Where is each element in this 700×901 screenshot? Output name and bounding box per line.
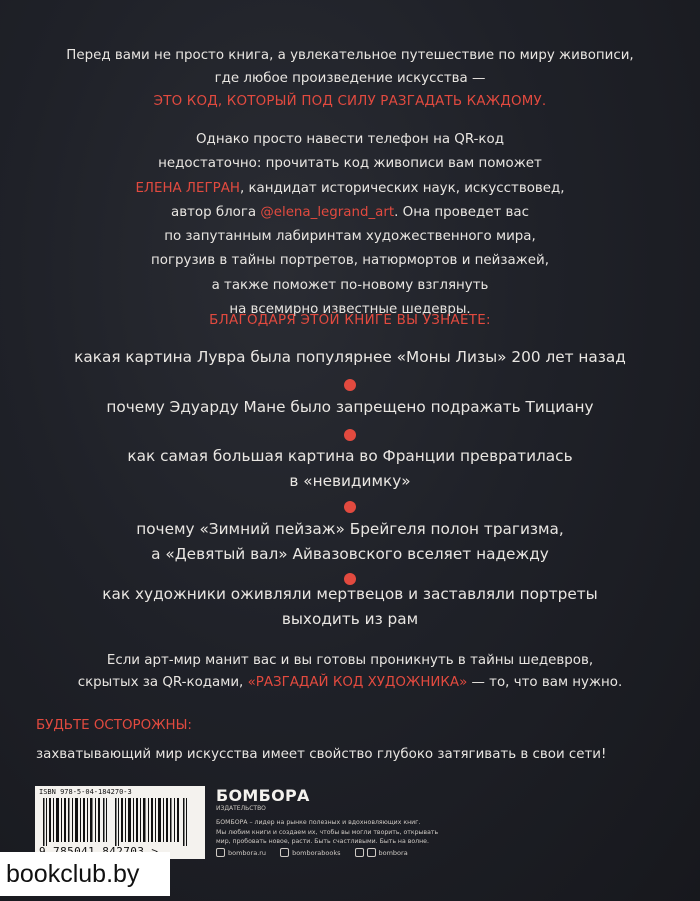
social-icon [355, 848, 364, 857]
social-link [355, 848, 408, 857]
publisher-socials [216, 848, 408, 857]
outro-text: скрытых за QR-кодами, [77, 675, 248, 690]
social-label: bombora [378, 848, 408, 857]
bullet-dot-icon [344, 379, 356, 391]
bio-text: автор блога [170, 204, 261, 220]
watermark: bookclub.by [0, 852, 170, 896]
book-title: «РАЗГАДАЙ КОД ХУДОЖНИКА» [247, 675, 468, 690]
social-icon [280, 848, 289, 857]
publisher-line: мир, пробовать новое, расти. Быть счастливыми. Быть на волне. [216, 838, 429, 845]
fact-line: как самая большая картина во Франции превратилась [127, 447, 573, 465]
fact-item [0, 517, 700, 567]
bio-line: а также поможет по-новому взглянуть [211, 277, 489, 293]
social-label: bombora.ru [228, 848, 267, 857]
isbn-label: ISBN 978-5-04-184270-3 [39, 788, 132, 796]
publisher-logo-sub: ИЗДАТЕЛЬСТВО [216, 805, 266, 812]
bio-line: погрузив в тайны портретов, натюрмортов и пейзажей, [151, 253, 549, 269]
bullet-dot-icon [344, 501, 356, 513]
fact-item [0, 582, 700, 632]
fact-line: как художники оживляли мертвецов и заставляли портреты [102, 585, 598, 603]
fact-item [0, 395, 700, 420]
social-label: bomborabooks [292, 848, 341, 857]
fact-line: какая картина Лувра была популярнее «Моны Лизы» 200 лет назад [74, 348, 626, 366]
bio-line [0, 201, 700, 225]
bio-line: на всемирно известные шедевры. [229, 302, 471, 318]
barcode [35, 786, 205, 859]
bullet-dot-icon [344, 429, 356, 441]
intro-paragraph [0, 44, 700, 113]
bio-line: Однако просто навести телефон на QR-код [196, 132, 504, 147]
intro-line: где любое произведение искусства — [214, 71, 486, 86]
fact-line: а «Девятый вал» Айвазовского вселяет надежду [151, 545, 549, 563]
outro-paragraph [0, 650, 700, 694]
fact-item [0, 345, 700, 370]
outro-text: — то, что вам нужно. [467, 675, 623, 690]
bio-line [0, 177, 700, 201]
fact-item [0, 444, 700, 494]
bio-text: . Она проведет вас [394, 204, 530, 220]
intro-line: Перед вами не просто книга, а увлекательное путешествие по миру живописи, [66, 48, 634, 63]
bio-line: по запутанным лабиринтам художественного мира, [164, 229, 536, 245]
warning-title: БУДЬТЕ ОСТОРОЖНЫ: [36, 718, 192, 733]
learn-heading: БЛАГОДАРЯ ЭТОЙ КНИГЕ ВЫ УЗНАЕТЕ: [209, 313, 491, 328]
social-icon [367, 848, 376, 857]
author-name: ЕЛЕНА ЛЕГРАН [135, 180, 240, 196]
publisher-line: БОМБОРА – лидер на рынке полезных и вдохновляющих книг. [216, 819, 421, 826]
outro-line: Если арт-мир манит вас и вы готовы проникнуть в тайны шедевров, [106, 653, 594, 668]
fact-line: почему «Зимний пейзаж» Брейгеля полон трагизма, [136, 520, 564, 538]
fact-line: выходить из рам [281, 610, 419, 628]
author-paragraph [0, 128, 700, 322]
outro-line [0, 672, 700, 694]
publisher-description [216, 818, 636, 847]
social-link [216, 848, 266, 857]
intro-highlight: ЭТО КОД, КОТОРЫЙ ПОД СИЛУ РАЗГАДАТЬ КАЖДОМУ. [153, 94, 547, 109]
publisher-line: Мы любим книги и создаем их, чтобы вы могли творить, открывать [216, 828, 439, 836]
bio-text: , кандидат исторических наук, искусствовед, [239, 180, 565, 196]
blog-handle: @elena_legrand_art [260, 204, 395, 220]
barcode-icon [43, 798, 193, 846]
social-icon [216, 848, 225, 857]
social-link [280, 848, 340, 857]
fact-line: почему Эдуарду Мане было запрещено подражать Тициану [106, 398, 594, 416]
publisher-logo: БОМБОРА [216, 786, 310, 805]
bio-line: недостаточно: прочитать код живописи вам поможет [158, 156, 542, 172]
warning-text: захватывающий мир искусства имеет свойство глубоко затягивать в свои сети! [36, 747, 607, 762]
fact-line: в «невидимку» [289, 472, 411, 490]
